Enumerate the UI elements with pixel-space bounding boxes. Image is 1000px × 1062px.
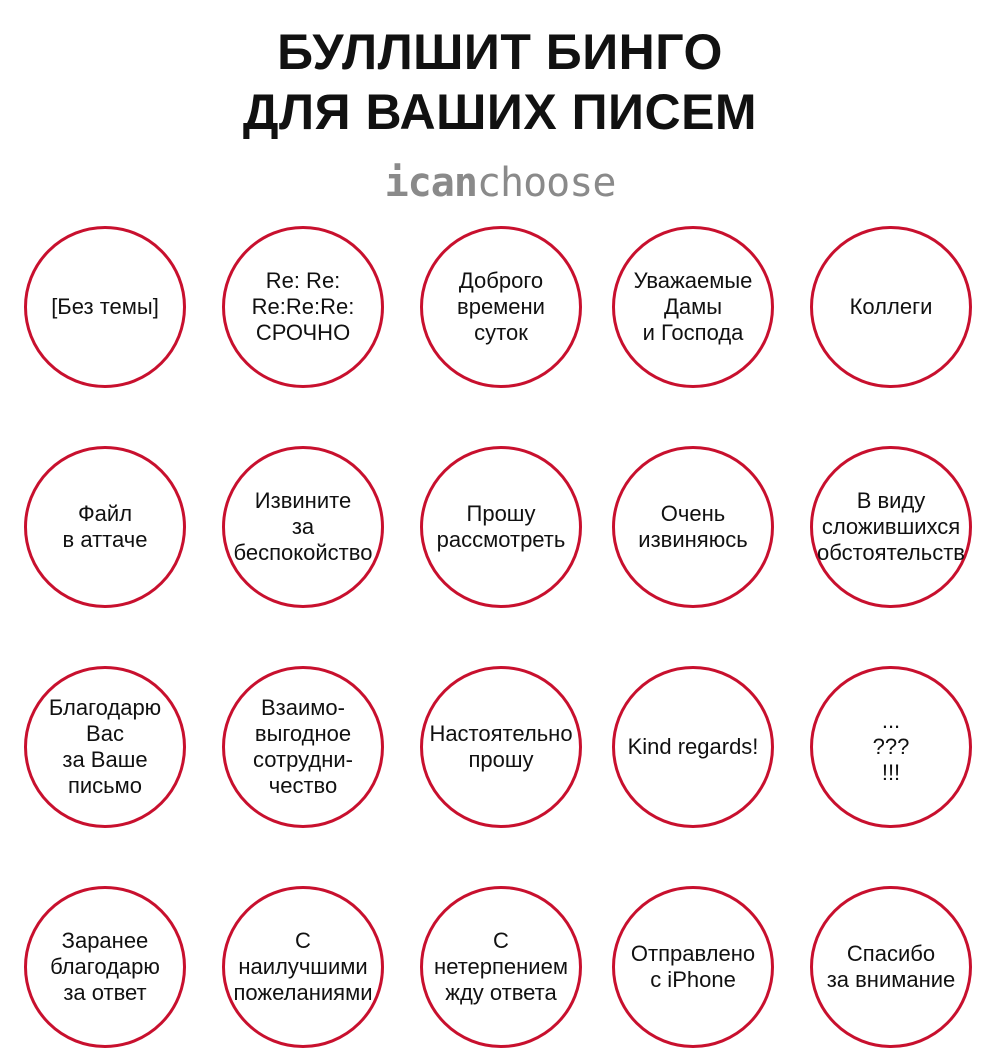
bingo-cell-label: В виду сложившихся обстоятельств <box>817 488 965 565</box>
bingo-cell[interactable] <box>420 666 582 828</box>
brand-logo <box>0 158 1000 208</box>
bingo-cell[interactable] <box>24 226 186 388</box>
bingo-cell[interactable] <box>810 446 972 608</box>
bingo-cell-label: Спасибо за внимание <box>826 941 956 992</box>
bingo-cell[interactable] <box>612 886 774 1048</box>
bingo-cell-label: С нетерпением жду ответа <box>434 928 568 1005</box>
bingo-cell-label: Re: Re: Re:Re:Re: СРОЧНО <box>251 268 355 345</box>
bingo-cell-label: [Без темы] <box>51 294 159 319</box>
bingo-cell-label: Взаимо- выгодное сотрудни- чество <box>253 695 353 798</box>
bingo-cell-label: Настоятельно прошу <box>429 721 573 772</box>
bingo-cell-label: Благодарю Вас за Ваше письмо <box>48 695 162 798</box>
bingo-cell[interactable] <box>612 446 774 608</box>
bingo-cell[interactable] <box>24 666 186 828</box>
brand-part-2: choose <box>476 160 616 206</box>
bingo-cell-label: Kind regards! <box>627 734 759 759</box>
bingo-cell[interactable] <box>222 446 384 608</box>
bingo-cell[interactable] <box>24 446 186 608</box>
bingo-cell-label: Файл в аттаче <box>62 501 148 552</box>
bingo-cell-label: Заранее благодарю за ответ <box>50 928 160 1005</box>
bingo-cell-label: ... ??? !!! <box>872 708 910 785</box>
bingo-cell[interactable] <box>810 886 972 1048</box>
page-title <box>0 22 1000 142</box>
bingo-cell[interactable] <box>222 886 384 1048</box>
bingo-cell[interactable] <box>24 886 186 1048</box>
bingo-cell[interactable] <box>420 886 582 1048</box>
title-line-2: ДЛЯ ВАШИХ ПИСЕМ <box>242 84 758 140</box>
bingo-cell-label: Отправлено с iPhone <box>630 941 756 992</box>
bingo-cell-label: Прошу рассмотреть <box>436 501 566 552</box>
bingo-cell-label: Извините за беспокойство <box>233 488 373 565</box>
title-line-1: БУЛЛШИТ БИНГО <box>277 24 723 80</box>
bingo-cell[interactable] <box>612 666 774 828</box>
bingo-cell[interactable] <box>222 666 384 828</box>
bingo-cell-label: Уважаемые Дамы и Господа <box>633 268 753 345</box>
bingo-cell[interactable] <box>612 226 774 388</box>
bingo-cell-label: Очень извиняюсь <box>638 501 748 552</box>
bingo-cell-label: Коллеги <box>849 294 933 319</box>
bingo-cell-label: Доброго времени суток <box>457 268 545 345</box>
brand-part-1: ican <box>384 160 477 206</box>
bingo-cell[interactable] <box>420 226 582 388</box>
bingo-cell[interactable] <box>420 446 582 608</box>
bingo-cell[interactable] <box>810 666 972 828</box>
bingo-cell[interactable] <box>222 226 384 388</box>
bingo-cell[interactable] <box>810 226 972 388</box>
bingo-cell-label: С наилучшими пожеланиями <box>233 928 373 1005</box>
